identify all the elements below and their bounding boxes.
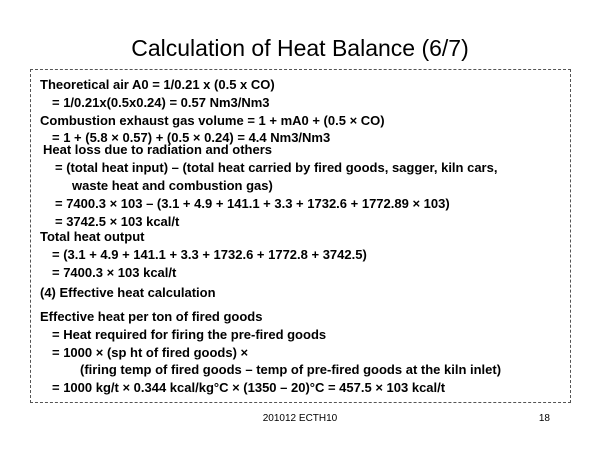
line-heat-required: = Heat required for firing the pre-fired goods xyxy=(52,327,327,342)
line-total-heat-result: = 7400.3 × 103 kcal/t xyxy=(52,265,177,280)
line-heat-loss-heading: Heat loss due to radiation and others xyxy=(43,142,272,157)
line-heat-loss-formula: = (total heat input) – (total heat carried by fired goods, sagger, kiln cars, xyxy=(55,160,498,175)
line-heat-loss-values: = 7400.3 × 103 – (3.1 + 4.9 + 141.1 + 3.3 + 1732.6 + 1772.89 × 103) xyxy=(55,196,450,211)
page-number: 18 xyxy=(538,413,550,424)
line-effective-heat-per-ton: Effective heat per ton of fired goods xyxy=(40,309,263,324)
line-heat-formula-cont: (firing temp of fired goods – temp of pre-fired goods at the kiln inlet) xyxy=(80,362,502,377)
line-total-heat-sum: = (3.1 + 4.9 + 141.1 + 3.3 + 1732.6 + 1772.8 + 3742.5) xyxy=(52,247,367,262)
slide-title: Calculation of Heat Balance (6/7) xyxy=(131,35,469,61)
line-total-heat-output: Total heat output xyxy=(40,229,145,244)
line-theoretical-air-result: = 1/0.21x(0.5x0.24) = 0.57 Nm3/Nm3 xyxy=(52,95,270,110)
line-heat-loss-result: = 3742.5 × 103 kcal/t xyxy=(55,214,180,229)
line-exhaust-gas-volume: Combustion exhaust gas volume = 1 + mA0 + (0.5 × CO) xyxy=(40,113,385,128)
line-theoretical-air: Theoretical air A0 = 1/0.21 x (0.5 x CO) xyxy=(40,77,275,92)
line-effective-heat-heading: (4) Effective heat calculation xyxy=(40,285,216,300)
line-heat-loss-formula-cont: waste heat and combustion gas) xyxy=(72,178,273,193)
line-exhaust-gas-result: = 1 + (5.8 × 0.57) + (0.5 × 0.24) = 4.4 Nm3/Nm3 xyxy=(52,130,331,145)
line-effective-heat-result: = 1000 kg/t × 0.344 kcal/kg°C × (1350 – 20)°C = 457.5 × 103 kcal/t xyxy=(52,380,446,395)
footer-code: 201012 ECTH10 xyxy=(262,413,338,424)
line-heat-formula: = 1000 × (sp ht of fired goods) × xyxy=(52,345,249,360)
